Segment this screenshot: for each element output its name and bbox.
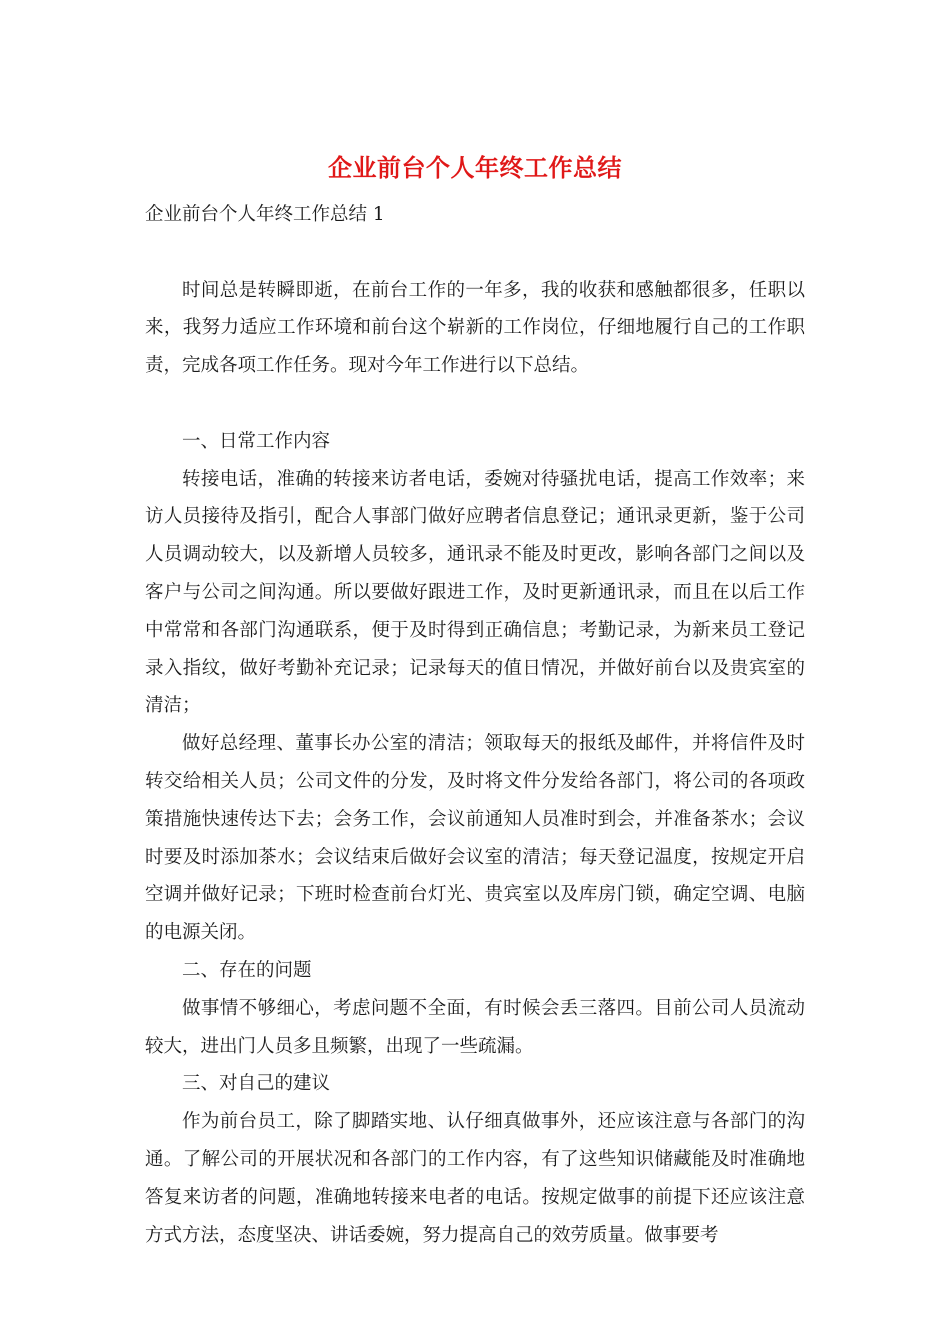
intro-paragraph: 时间总是转瞬即逝，在前台工作的一年多，我的收获和感触都很多，任职以来，我努力适应工作环境和前台这个崭新的工作岗位，仔细地履行自己的工作职责，完成各项工作任务。现对今年工作进行以下总结。 — [145, 279, 805, 377]
section-2-heading: 二、存在的问题 — [182, 959, 312, 981]
document-body — [145, 196, 805, 1254]
blank-line — [145, 234, 805, 272]
document-subtitle: 企业前台个人年终工作总结 1 — [145, 204, 385, 225]
section-1-paragraph-2: 做好总经理、董事长办公室的清洁；领取每天的报纸及邮件，并将信件及时转交给相关人员；公司文件的分发，及时将文件分发给各部门，将公司的各项政策措施快速传达下去；会务工作，会议前通知人员准时到会，并准备茶水；会议时要及时添加茶水；会议结束后做好会议室的清洁；每天登记温度，按规定开启空调并做好记录；下班时检查前台灯光、贵宾室以及库房门锁，确定空调、电脑的电源关闭。 — [145, 733, 805, 944]
section-3-heading: 三、对自己的建议 — [182, 1073, 331, 1095]
section-1-paragraph-1: 转接电话，准确的转接来访者电话，委婉对待骚扰电话，提高工作效率；来访人员接待及指引，配合人事部门做好应聘者信息登记；通讯录更新，鉴于公司人员调动较大，以及新增人员较多，通讯录不能及时更改，影响各部门之间以及客户与公司之间沟通。所以要做好跟进工作，及时更新通讯录，而且在以后工作中常常和各部门沟通联系，便于及时得到正确信息；考勤记录，为新来员工登记录入指纹，做好考勤补充记录；记录每天的值日情况，并做好前台以及贵宾室的清洁； — [145, 468, 805, 717]
section-3-paragraph: 作为前台员工，除了脚踏实地、认仔细真做事外，还应该注意与各部门的沟通。了解公司的开展状况和各部门的工作内容，有了这些知识储藏能及时准确地答复来访者的问题，准确地转接来电者的电话。按规定做事的前提下还应该注意方式方法，态度坚决、讲话委婉，努力提高自己的效劳质量。做事要考 — [145, 1111, 805, 1246]
blank-line — [145, 385, 805, 423]
document-title: 企业前台个人年终工作总结 — [328, 153, 622, 182]
section-2-paragraph: 做事情不够细心，考虑问题不全面，有时候会丢三落四。目前公司人员流动较大，进出门人员多且频繁，出现了一些疏漏。 — [145, 997, 805, 1057]
section-1-heading: 一、日常工作内容 — [182, 430, 331, 452]
